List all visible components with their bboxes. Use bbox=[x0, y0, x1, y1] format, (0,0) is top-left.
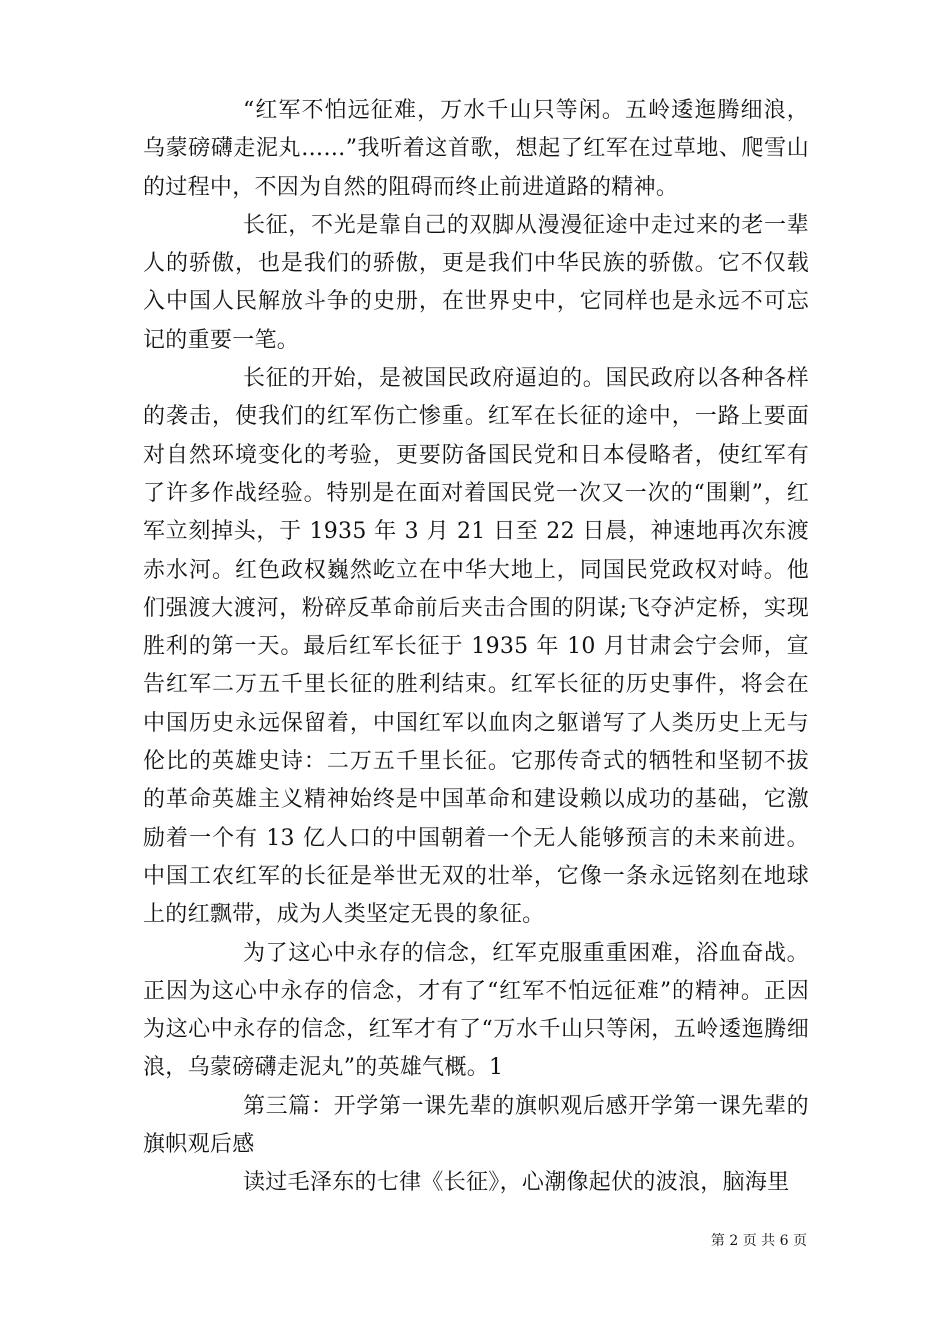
document-body bbox=[143, 92, 809, 1203]
paragraph-2: 长征，不光是靠自己的双脚从漫漫征途中走过来的老一辈人的骄傲，也是我们的骄傲，更是我们中华民族的骄傲。它不仅载入中国人民解放斗争的史册，在世界史中，它同样也是永远不可忘记的重要一笔。 bbox=[143, 212, 809, 353]
paragraph-3: 长征的开始，是被国民政府逼迫的。国民政府以各种各样的袭击，使我们的红军伤亡惨重。红军在长征的途中，一路上要面对自然环境变化的考验，更要防备国民党和日本侵略者，使红军有了许多作战经验。特别是在面对着国民党一次又一次的“围剿”，红军立刻掉头，于 1935 年 3 月 21 日至 22 日晨，神速地再次东渡赤水河。红色政权巍然屹立在中华大地上，同国民党政权对峙。他们强渡大渡河，粉碎反革命前后夹击合围的阴谋;飞夺泸定桥，实现胜利的第一天。最后红军长征于 1935 年 10 月甘肃会宁会师，宣告红军二万五千里长征的胜利结束。红军长征的历史事件，将会在中国历史永远保留着，中国红军以血肉之躯谱写了人类历史上无与伦比的英雄史诗：二万五千里长征。它那传奇式的牺牲和坚韧不拔的革命英雄主义精神始终是中国革命和建设赖以成功的基础，它激励着一个有 13 亿人口的中国朝着一个无人能够预言的未来前进。中国工农红军的长征是举世无双的壮举，它像一条永远铭刻在地球上的红飘带，成为人类坚定无畏的象征。 bbox=[143, 366, 809, 928]
paragraph-4: 为了这心中永存的信念，红军克服重重困难，浴血奋战。正因为这心中永存的信念，才有了“红军不怕远征难”的精神。正因为这心中永存的信念，红军才有了“万水千山只等闲，五岭逶迤腾细浪，乌蒙磅礴走泥丸”的英雄气概。1 bbox=[143, 940, 809, 1081]
paragraph-1: “红军不怕远征难，万水千山只等闲。五岭逶迤腾细浪，乌蒙磅礴走泥丸……”我听着这首歌，想起了红军在过草地、爬雪山的过程中，不因为自然的阻碍而终止前进道路的精神。 bbox=[143, 98, 809, 200]
page-number-footer: 第 2 页 共 6 页 bbox=[710, 1233, 807, 1249]
section-heading: 第三篇：开学第一课先辈的旗帜观后感开学第一课先辈的旗帜观后感 bbox=[143, 1093, 809, 1158]
paragraph-5: 读过毛泽东的七律《长征》，心潮像起伏的波浪，脑海里 bbox=[243, 1170, 790, 1196]
